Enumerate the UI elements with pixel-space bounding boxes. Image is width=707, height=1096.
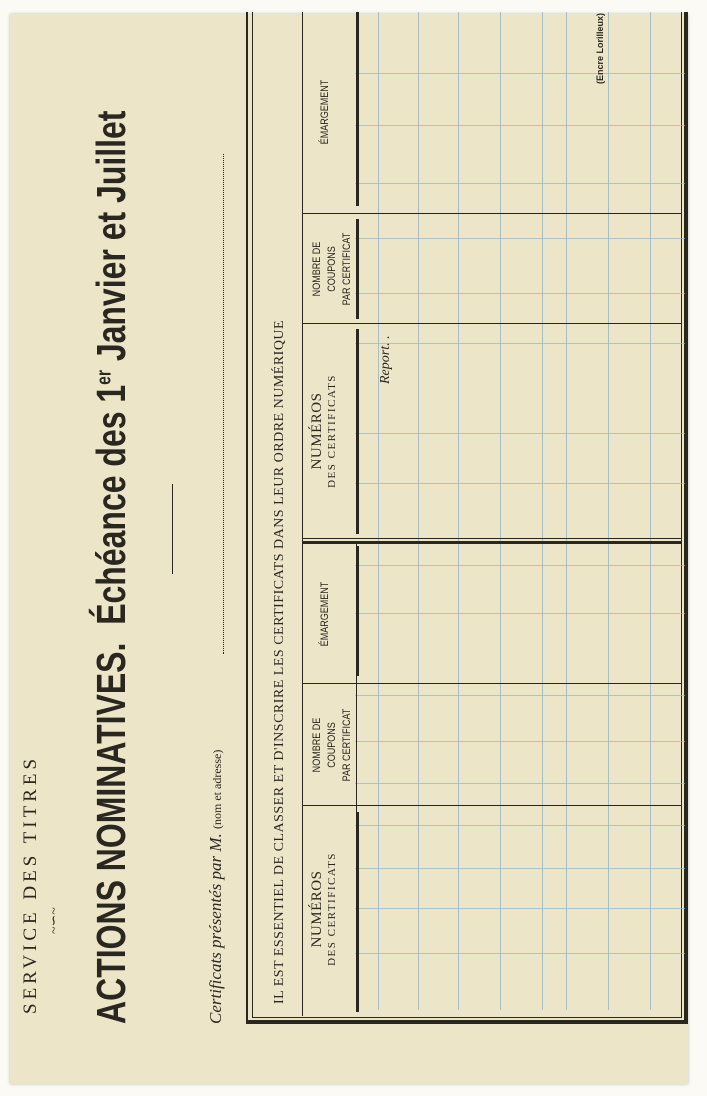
ruled-row [355, 238, 685, 239]
header-emargement-2 [318, 12, 333, 212]
ruled-line [458, 12, 459, 1010]
header-coupons-2 [310, 216, 355, 322]
ruled-line [418, 12, 419, 1010]
presented-label: Certificats présentés par M. [206, 833, 225, 1024]
notice-divider [302, 12, 303, 1016]
ruled-row [355, 183, 685, 184]
col-divider [356, 546, 359, 676]
title-main-part: ACTIONS NOMINATIVES. [88, 642, 134, 1024]
ruled-row [355, 483, 685, 484]
title-end-part: Janvier et Juillet [88, 110, 134, 371]
ruled-row [355, 613, 685, 614]
header-numeros-2 [310, 326, 340, 536]
main-title [88, 111, 135, 1024]
header-numeros [310, 814, 340, 1004]
block-separator [302, 541, 682, 544]
title-flourish: ~∽~ [47, 907, 62, 934]
col-divider [302, 683, 682, 684]
col-divider [302, 323, 682, 324]
title-superscript: er [93, 370, 116, 385]
service-title: SERVICE DES TITRES [20, 754, 41, 1014]
header-coupons-label: NOMBRE DE COUPONS [311, 717, 338, 773]
ruled-row [355, 433, 685, 434]
col-divider [302, 213, 682, 214]
header-numeros-label: NUMÉROS [309, 870, 325, 948]
ruled-line [378, 12, 379, 1010]
header-emargement-label-2: ÉMARGEMENT [319, 79, 331, 145]
col-divider [356, 12, 359, 206]
col-divider [356, 219, 359, 319]
header-coupons-label-2: NOMBRE DE COUPONS [311, 241, 338, 297]
ruled-row [355, 343, 685, 344]
name-address-field[interactable] [223, 154, 224, 654]
form-sheet [10, 14, 688, 1084]
ruled-row [355, 908, 685, 909]
ruled-row [355, 953, 685, 954]
ruled-row [355, 868, 685, 869]
header-coupons [310, 686, 355, 804]
ruled-line [608, 12, 609, 1010]
header-coupons-sub-2: PAR CERTIFICAT [341, 232, 353, 306]
col-divider [356, 329, 359, 534]
ruled-row [355, 293, 685, 294]
ruled-row [355, 73, 685, 74]
notice-text: IL EST ESSENTIEL DE CLASSER ET D'INSCRIRE LES CERTIFICATS DANS LEUR ORDRE NUMÉRIQUE [272, 319, 287, 1004]
header-emargement-label: ÉMARGEMENT [319, 581, 331, 647]
ruled-row [355, 825, 685, 826]
report-label: Report. . [378, 335, 393, 384]
col-divider [356, 812, 359, 1012]
ruled-row [355, 741, 685, 742]
presented-hint: (nom et adresse) [210, 749, 224, 829]
col-divider [302, 805, 682, 806]
block-separator [302, 538, 682, 539]
header-numeros-label-2: NUMÉROS [309, 392, 325, 470]
rotated-form-content [10, 14, 688, 1084]
header-emargement [318, 546, 333, 682]
header-coupons-sub: PAR CERTIFICAT [341, 708, 353, 782]
ruled-line [566, 12, 567, 1010]
ruled-row [355, 783, 685, 784]
ruled-row [355, 125, 685, 126]
presented-line [206, 750, 226, 1024]
ruled-row [355, 565, 685, 566]
header-numeros-sub: DES CERTIFICATS [326, 852, 338, 966]
printer-mark: (Encre Lorilleux) [595, 12, 605, 84]
ruled-row [355, 695, 685, 696]
header-numeros-sub-2: DES CERTIFICATS [326, 374, 338, 488]
ruled-line [500, 12, 501, 1010]
ruled-line [650, 12, 651, 1010]
title-rule [172, 484, 173, 574]
ruled-line [542, 12, 543, 1010]
title-rest-part: Échéance des 1 [88, 384, 134, 625]
